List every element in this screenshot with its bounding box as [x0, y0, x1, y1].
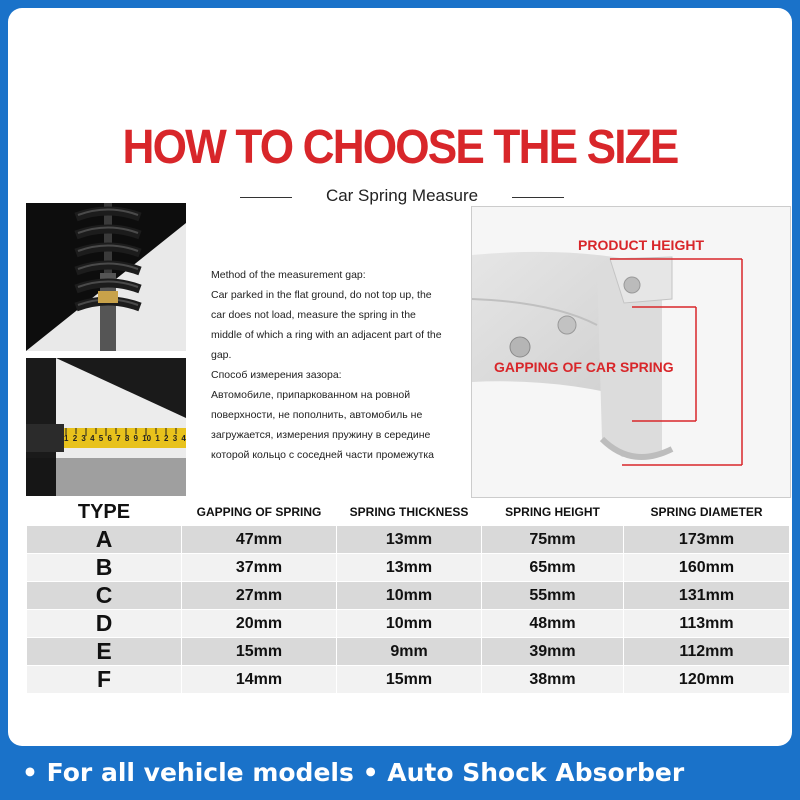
cell-height: 39mm: [482, 638, 624, 666]
table-row: [27, 554, 790, 582]
gapping-label: GAPPING OF CAR SPRING: [494, 359, 674, 375]
cell-diameter: 112mm: [624, 638, 790, 666]
spring-buffer-diagram: [471, 206, 791, 498]
method-line: загружается, измерения пружину в середине: [211, 429, 431, 441]
cell-type: D: [27, 610, 182, 638]
ruler-number: 2: [72, 434, 78, 443]
header-gapping: GAPPING OF SPRING: [182, 499, 337, 526]
cell-type: F: [27, 666, 182, 694]
cell-gap: 37mm: [182, 554, 337, 582]
cell-gap: 47mm: [182, 526, 337, 554]
cell-height: 38mm: [482, 666, 624, 694]
table-header-row: [27, 499, 790, 526]
divider-right: [512, 197, 564, 198]
cell-height: 55mm: [482, 582, 624, 610]
shock-absorber-image: [26, 203, 186, 351]
ruler-number: 4: [181, 434, 186, 443]
method-line: Автомобиле, припаркованном на ровной: [211, 389, 411, 401]
method-line: car does not load, measure the spring in the: [211, 309, 416, 321]
subtitle: Car Spring Measure: [325, 186, 479, 205]
ruler-number: 7: [116, 434, 121, 443]
cell-thickness: 13mm: [337, 526, 482, 554]
size-table: [26, 498, 790, 694]
cell-type: C: [27, 582, 182, 610]
method-line: которой кольцо с соседней части промежутка: [211, 449, 434, 461]
cell-gap: 14mm: [182, 666, 337, 694]
cell-height: 48mm: [482, 610, 624, 638]
table-row: [27, 582, 790, 610]
product-height-label: PRODUCT HEIGHT: [578, 237, 704, 253]
header-height: SPRING HEIGHT: [482, 499, 624, 526]
shock-absorber-photo: [26, 203, 186, 351]
cell-height: 65mm: [482, 554, 624, 582]
measurement-method-text: [211, 265, 473, 465]
table-row: [27, 610, 790, 638]
method-line: middle of which a ring with an adjacent part of the: [211, 329, 442, 341]
ruler-number: 1: [64, 434, 69, 443]
ruler-number: 4: [90, 434, 95, 443]
method-line: поверхности, не пополнить, автомобиль не: [211, 409, 423, 421]
ruler-number: 3: [172, 434, 178, 443]
method-line: Car parked in the flat ground, do not top up, the: [211, 289, 432, 301]
cell-gap: 20mm: [182, 610, 337, 638]
cell-diameter: 131mm: [624, 582, 790, 610]
cell-thickness: 10mm: [337, 610, 482, 638]
ruler-number: 3: [81, 434, 86, 443]
cell-type: B: [27, 554, 182, 582]
footer-banner: • For all vehicle models • Auto Shock Absorber: [22, 758, 685, 787]
ruler-number: 2: [164, 434, 169, 443]
tape-measure-photo: [26, 358, 186, 496]
cell-type: A: [27, 526, 182, 554]
table-row: [27, 666, 790, 694]
method-line: Способ измерения зазора:: [211, 369, 342, 381]
table-row: [27, 638, 790, 666]
cell-height: 75mm: [482, 526, 624, 554]
page-title: HOW TO CHOOSE THE SIZE: [122, 121, 678, 174]
cell-thickness: 15mm: [337, 666, 482, 694]
method-line: Method of the measurement gap:: [211, 269, 366, 281]
cell-diameter: 160mm: [624, 554, 790, 582]
header-diameter: SPRING DIAMETER: [624, 499, 790, 526]
cell-type: E: [27, 638, 182, 666]
cell-thickness: 13mm: [337, 554, 482, 582]
ruler-number: 6: [107, 434, 112, 443]
header-type: TYPE: [27, 499, 182, 526]
cell-diameter: 173mm: [624, 526, 790, 554]
cell-thickness: 9mm: [337, 638, 482, 666]
ruler-number: 8: [124, 434, 130, 443]
cell-diameter: 120mm: [624, 666, 790, 694]
table-row: [27, 526, 790, 554]
ruler-number: 9: [133, 434, 138, 443]
cell-gap: 15mm: [182, 638, 337, 666]
cell-thickness: 10mm: [337, 582, 482, 610]
cell-diameter: 113mm: [624, 610, 790, 638]
header-thickness: SPRING THICKNESS: [337, 499, 482, 526]
cell-gap: 27mm: [182, 582, 337, 610]
ruler-number: 1: [155, 434, 160, 443]
ruler-number: 10: [142, 434, 152, 443]
tape-measure-image: [26, 358, 186, 496]
ruler-number: 5: [98, 434, 104, 443]
method-line: gap.: [211, 349, 232, 361]
content-panel: [8, 8, 792, 746]
ruler-numbers: [64, 434, 186, 446]
divider-left: [240, 197, 292, 198]
